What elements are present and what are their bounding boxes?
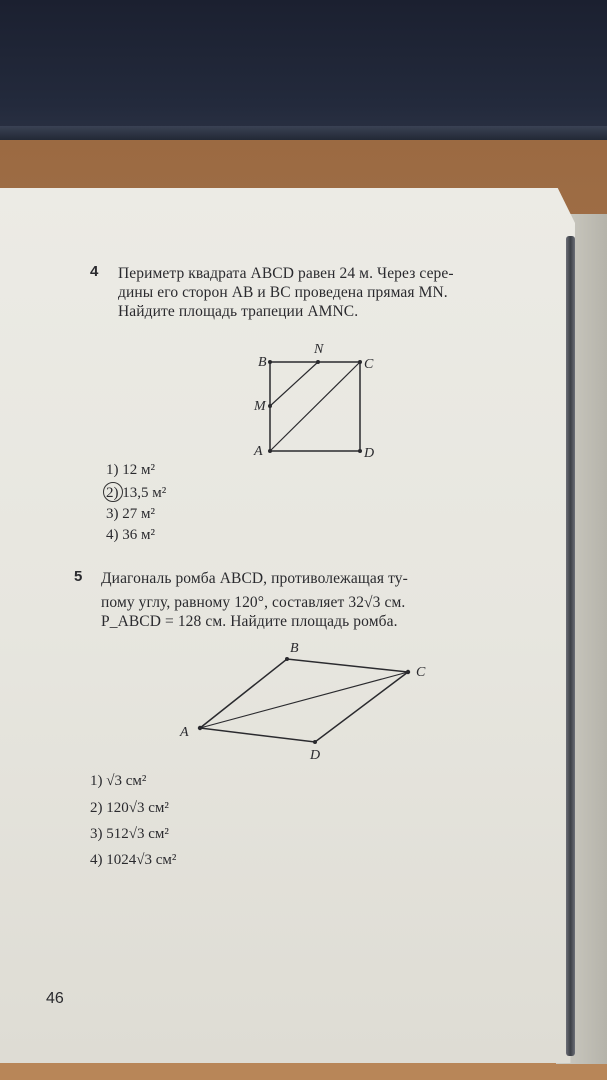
label-d: D xyxy=(364,446,375,461)
label-a-rhombus: A xyxy=(180,725,189,740)
page-number: 46 xyxy=(46,990,64,1007)
problem-5-line-2: пому углу, равному 120°, составляет 32√3 см. xyxy=(101,594,406,611)
problem-4-number: 4 xyxy=(90,263,99,280)
label-n: N xyxy=(314,342,324,357)
answer-5-2: 2) 120√3 см² xyxy=(90,800,169,816)
square-figure xyxy=(240,340,390,465)
problem-5-number: 5 xyxy=(74,568,83,585)
answer-5-4: 4) 1024√3 см² xyxy=(90,852,177,868)
label-m: M xyxy=(254,399,266,414)
answer-4-3: 3) 27 м² xyxy=(106,506,155,522)
rhombus-figure xyxy=(170,634,440,764)
problem-5-line-1: Диагональ ромба ABCD, противолежащая ту- xyxy=(101,570,408,587)
problem-4-line-3: Найдите площадь трапеции AMNC. xyxy=(118,303,359,320)
answer-4-2: 2) 13,5 м² xyxy=(106,485,167,501)
answer-4-4: 4) 36 м² xyxy=(106,527,155,543)
book-spine xyxy=(566,236,575,1056)
label-b-rhombus: B xyxy=(290,641,299,656)
answer-4-1: 1) 12 м² xyxy=(106,462,155,478)
selected-answer-circle xyxy=(103,482,123,502)
answer-5-1: 1) √3 см² xyxy=(90,773,147,789)
label-c-rhombus: C xyxy=(416,665,426,680)
problem-5-line-3: P_ABCD = 128 см. Найдите площадь ромба. xyxy=(101,613,398,630)
label-c: C xyxy=(364,357,374,372)
label-d-rhombus: D xyxy=(310,748,321,763)
problem-4-line-2: дины его сторон AB и BC проведена прямая MN. xyxy=(118,284,448,301)
answer-5-3: 3) 512√3 см² xyxy=(90,826,169,842)
problem-4-line-1: Периметр квадрата ABCD равен 24 м. Через сере- xyxy=(118,265,454,282)
label-b: B xyxy=(258,355,267,370)
label-a: A xyxy=(254,444,263,459)
